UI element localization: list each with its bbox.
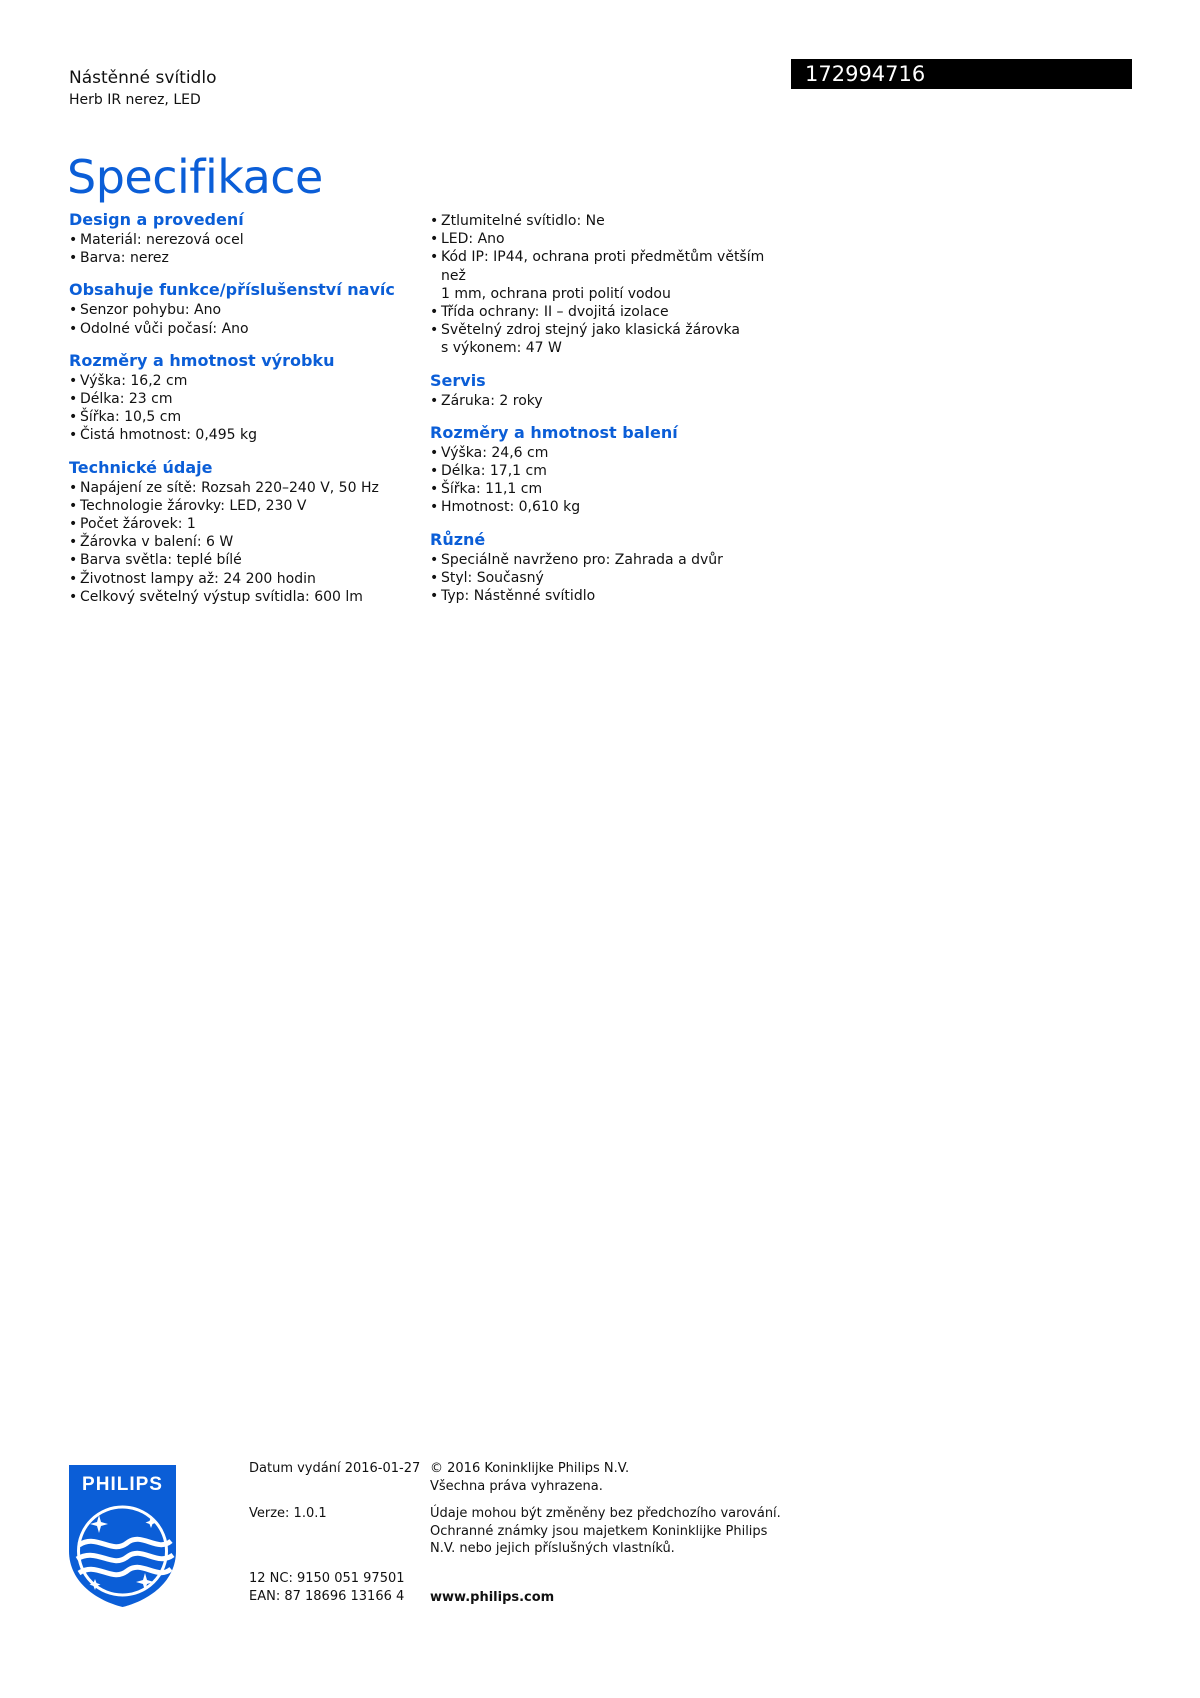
spec-item: [430, 498, 770, 516]
spec-item: [430, 230, 770, 248]
spec-item: [69, 231, 409, 249]
section-title: Rozměry a hmotnost výrobku: [69, 350, 335, 370]
spec-item: [69, 390, 409, 408]
spec-item: [69, 551, 409, 569]
spec-section-design-a-provedeni: [69, 210, 409, 267]
spec-list: [430, 444, 770, 517]
version: Verze: 1.0.1: [249, 1506, 327, 1521]
disclaimer-line: N.V. nebo jejich příslušných vlastníků.: [430, 1541, 675, 1556]
product-code-badge: 172994716: [791, 59, 1132, 89]
spec-section-continued: [430, 212, 770, 358]
spec-list: [69, 231, 409, 267]
section-title: Různé: [430, 529, 486, 549]
spec-item: [69, 372, 409, 390]
spec-item: [430, 248, 770, 303]
spec-item-text: • Ztlumitelné svítidlo: Ne: [441, 213, 605, 229]
spec-list: [69, 479, 409, 606]
copyright: [430, 1460, 629, 1495]
spec-item-text: • Záruka: 2 roky: [441, 392, 543, 409]
spec-item-text: • Napájení ze sítě: Rozsah 220–240 V, 50 Hz: [80, 479, 379, 496]
spec-item: [430, 551, 770, 569]
product-codes: [249, 1570, 405, 1605]
spec-item: [69, 249, 409, 267]
spec-section-servis: [430, 371, 770, 410]
spec-section-obsahuje-funkce-prislusenstvi-navic: [69, 280, 409, 337]
nc-code: 12 NC: 9150 051 97501: [249, 1571, 405, 1586]
product-title: Nástěnné svítidlo: [69, 68, 217, 88]
rights-line: Všechna práva vyhrazena.: [430, 1478, 603, 1494]
spec-item-text: s výkonem: 47 W: [441, 340, 562, 357]
spec-item-text: 1 mm, ochrana proti polití vodou: [441, 285, 671, 302]
spec-item: [69, 408, 409, 426]
spec-item-text: • Celkový světelný výstup svítidla: 600 lm: [80, 588, 363, 605]
spec-item: [430, 462, 770, 480]
section-title: Servis: [430, 370, 486, 390]
spec-item-text: • Speciálně navrženo pro: Zahrada a dvůr: [441, 551, 723, 568]
philips-shield-logo: [67, 1463, 178, 1609]
spec-item-text: • Materiál: nerezová ocel: [80, 232, 244, 248]
spec-list: [69, 372, 409, 445]
spec-item: [430, 321, 770, 357]
spec-item-text: • Barva: nerez: [80, 250, 169, 267]
spec-item-text: • Životnost lampy až: 24 200 hodin: [80, 570, 316, 587]
spec-item: [430, 587, 770, 605]
spec-item: [430, 212, 770, 230]
spec-list: [430, 392, 770, 410]
spec-item: [69, 533, 409, 551]
spec-item: [69, 479, 409, 497]
spec-item-text: • Barva světla: teplé bílé: [80, 552, 242, 569]
copyright-line: © 2016 Koninklijke Philips N.V.: [430, 1461, 630, 1476]
spec-item-text: • Třída ochrany: II – dvojitá izolace: [441, 304, 669, 321]
spec-item-text: • Délka: 17,1 cm: [441, 463, 547, 480]
spec-item-text: • Hmotnost: 0,610 kg: [441, 499, 581, 516]
spec-item-text: • Kód IP: IP44, ochrana proti předmětům větším než: [441, 249, 765, 284]
spec-item: [69, 588, 409, 606]
spec-item-text: • LED: Ano: [441, 231, 505, 248]
section-title: Design a provedení: [69, 210, 244, 229]
section-title: Rozměry a hmotnost balení: [430, 422, 678, 442]
disclaimer-line: Údaje mohou být změněny bez předchozího varování.: [430, 1506, 781, 1521]
section-title: Technické údaje: [69, 457, 213, 477]
spec-item: [430, 303, 770, 321]
spec-section-ruzne: [430, 530, 770, 606]
spec-list: [430, 212, 770, 358]
spec-section-technicke-udaje: [69, 458, 409, 606]
spec-section-rozmery-a-hmotnost-vyrobku: [69, 351, 409, 445]
spec-item-text: • Délka: 23 cm: [80, 391, 173, 408]
spec-item-text: • Výška: 16,2 cm: [80, 372, 188, 389]
disclaimer-line: Ochranné známky jsou majetkem Koninklijke Philips: [430, 1523, 768, 1539]
specs-left-column: [69, 210, 409, 619]
spec-item: [69, 570, 409, 588]
spec-list: [430, 551, 770, 606]
product-subtitle: Herb IR nerez, LED: [69, 92, 201, 108]
spec-item-text: • Světelný zdroj stejný jako klasická žárovka: [441, 322, 740, 339]
spec-section-rozmery-a-hmotnost-baleni: [430, 423, 770, 517]
spec-item: [69, 515, 409, 533]
spec-item-text: • Žárovka v balení: 6 W: [80, 534, 234, 551]
spec-item-text: • Počet žárovek: 1: [80, 516, 196, 533]
spec-item-text: • Typ: Nástěnné svítidlo: [441, 588, 596, 605]
page-heading: Specifikace: [67, 149, 323, 204]
spec-item: [69, 497, 409, 515]
spec-item-text: • Šířka: 10,5 cm: [80, 409, 182, 426]
spec-item: [430, 480, 770, 498]
spec-item: [430, 569, 770, 587]
spec-item-text: • Šířka: 11,1 cm: [441, 481, 543, 498]
spec-list: [69, 301, 409, 337]
spec-item: [69, 320, 409, 338]
spec-item: [69, 301, 409, 319]
spec-item-text: • Technologie žárovky: LED, 230 V: [80, 497, 307, 514]
section-title: Obsahuje funkce/příslušenství navíc: [69, 280, 395, 300]
disclaimer: [430, 1505, 790, 1558]
spec-item-text: • Výška: 24,6 cm: [441, 444, 549, 461]
spec-item-text: • Senzor pohybu: Ano: [80, 302, 222, 319]
spec-item-text: • Styl: Současný: [441, 569, 544, 586]
spec-item-text: • Čistá hmotnost: 0,495 kg: [80, 427, 257, 444]
spec-item: [430, 392, 770, 410]
spec-item-text: • Odolné vůči počasí: Ano: [80, 320, 249, 337]
ean-code: EAN: 87 18696 13166 4: [249, 1588, 405, 1604]
specs-right-column: [430, 212, 770, 618]
spec-item: [69, 426, 409, 444]
logo-wordmark: PHILIPS: [82, 1474, 163, 1495]
philips-website-link[interactable]: www.philips.com: [430, 1590, 555, 1605]
issue-date: Datum vydání 2016-01-27: [249, 1461, 421, 1476]
spec-item: [430, 444, 770, 462]
